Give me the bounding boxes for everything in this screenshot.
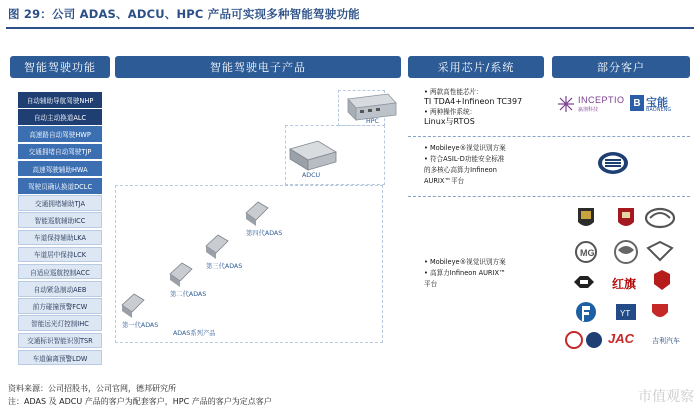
row-separator-2 — [408, 196, 690, 197]
adas-gen1-label: 第一代ADAS — [122, 322, 159, 329]
adas-gen3-label: 第三代ADAS — [206, 263, 243, 270]
row-separator-1 — [408, 136, 690, 137]
mg-icon — [576, 242, 596, 262]
figure-title: 图 29：公司 ADAS、ADCU、HPC 产品可实现多种智能驾驶功能 — [8, 7, 360, 21]
dongfeng-icon — [615, 241, 637, 263]
function-item: 车道居中保持LCK — [18, 247, 102, 263]
hpc-chip-line1: • 两款高性能芯片： — [424, 88, 483, 96]
svg-text:红旗: 红旗 — [612, 277, 637, 291]
adcu-chip-line4: AURIX™平台 — [424, 177, 465, 185]
hpc-device — [348, 94, 396, 120]
adas-gen2-device — [170, 263, 192, 287]
header-products: 智能驾驶电子产品 — [115, 56, 401, 78]
inceptio-logo: INCEPTIO 嬴彻科技 — [556, 93, 652, 115]
gac-icon — [566, 332, 602, 348]
function-item: 车道保持辅助LKA — [18, 230, 102, 246]
hpc-chip-line3: • 两种操作系统： — [424, 108, 477, 116]
geely-auto-logo: 吉利汽车 — [652, 337, 680, 345]
adcu-chip-line1: • Mobileye®视觉识别方案 — [424, 144, 506, 152]
function-item: 自适应巡航控制ACC — [18, 264, 102, 280]
hpc-label: HPC — [366, 118, 379, 125]
adas-series-label: ADAS系列产品 — [173, 330, 216, 337]
function-item: 交通标识智能识别TSR — [18, 333, 102, 349]
adas-chip-line1: • Mobileye®视觉识别方案 — [424, 258, 506, 266]
baic-icon — [646, 209, 674, 227]
adas-gen1-device — [122, 294, 144, 318]
adas-gen2-label: 第二代ADAS — [170, 291, 207, 298]
jmc-icon — [648, 242, 672, 260]
function-item: 智能巡航辅助ICC — [18, 212, 102, 228]
function-item: 自动辅助导航驾驶NHP — [18, 92, 102, 108]
yutong-icon — [616, 304, 636, 320]
adcu-label: ADCU — [302, 172, 321, 179]
hongqi-text — [612, 276, 636, 291]
function-item: 自动紧急制动AEB — [18, 281, 102, 297]
adas-gen4-device — [246, 202, 268, 226]
svg-text:MG: MG — [580, 248, 595, 258]
function-item: 高速路自动驾驶HWP — [18, 126, 102, 142]
faw-logo — [597, 150, 629, 180]
adas-chip-line2: • 高算力Infineon AURIX™ — [424, 269, 506, 277]
header-chips: 采用芯片/系统 — [408, 56, 544, 78]
geely-shield-icon — [578, 208, 594, 226]
function-item: 交通拥堵辅助TJA — [18, 195, 102, 211]
chery-icon — [654, 270, 670, 290]
svg-text:YT: YT — [620, 309, 631, 318]
header-customers: 部分客户 — [552, 56, 690, 78]
function-item: 自动主动换道ALC — [18, 109, 102, 125]
function-item: 高速驾驶辅助HWA — [18, 161, 102, 177]
watermark: 市值观察 — [638, 389, 694, 405]
adas-gen3-device — [206, 235, 228, 259]
changan-icon — [652, 304, 668, 317]
source-note: 资料来源：公司招股书，公司官网，德邦研究所 — [8, 384, 176, 393]
function-item: 智能远光灯控制IHC — [18, 315, 102, 331]
function-item: 驾驶员确认换道DCLC — [18, 178, 102, 194]
header-functions: 智能驾驶功能 — [10, 56, 110, 78]
roewe-icon — [618, 208, 634, 226]
hpc-chip-line2: TI TDA4+Infineon TC397 — [424, 97, 523, 106]
adas-gen4-label: 第四代ADAS — [246, 230, 283, 237]
adcu-chip-line3: 的多核心高算力Infineon — [424, 166, 497, 174]
adas-chip-line3: 平台 — [424, 280, 438, 288]
hpc-chip-line4: Linux与RTOS — [424, 117, 475, 126]
sinotruk-icon — [574, 276, 594, 288]
jac-logo: JAC — [608, 331, 635, 346]
adcu-chip-line2: • 符合ASIL-D功能安全标准 — [424, 155, 505, 163]
function-item: 前方碰撞预警FCW — [18, 298, 102, 314]
function-item: 车道偏离预警LDW — [18, 350, 102, 366]
foton-icon — [576, 302, 596, 322]
function-item: 交通拥堵自动驾驶TJP — [18, 144, 102, 160]
adcu-device — [290, 141, 336, 170]
footnote: 注：ADAS 及 ADCU 产品的客户为配套客户，HPC 产品的客户为定点客户 — [8, 397, 272, 406]
baoneng-logo: B 宝能 BAONENG — [630, 93, 690, 115]
